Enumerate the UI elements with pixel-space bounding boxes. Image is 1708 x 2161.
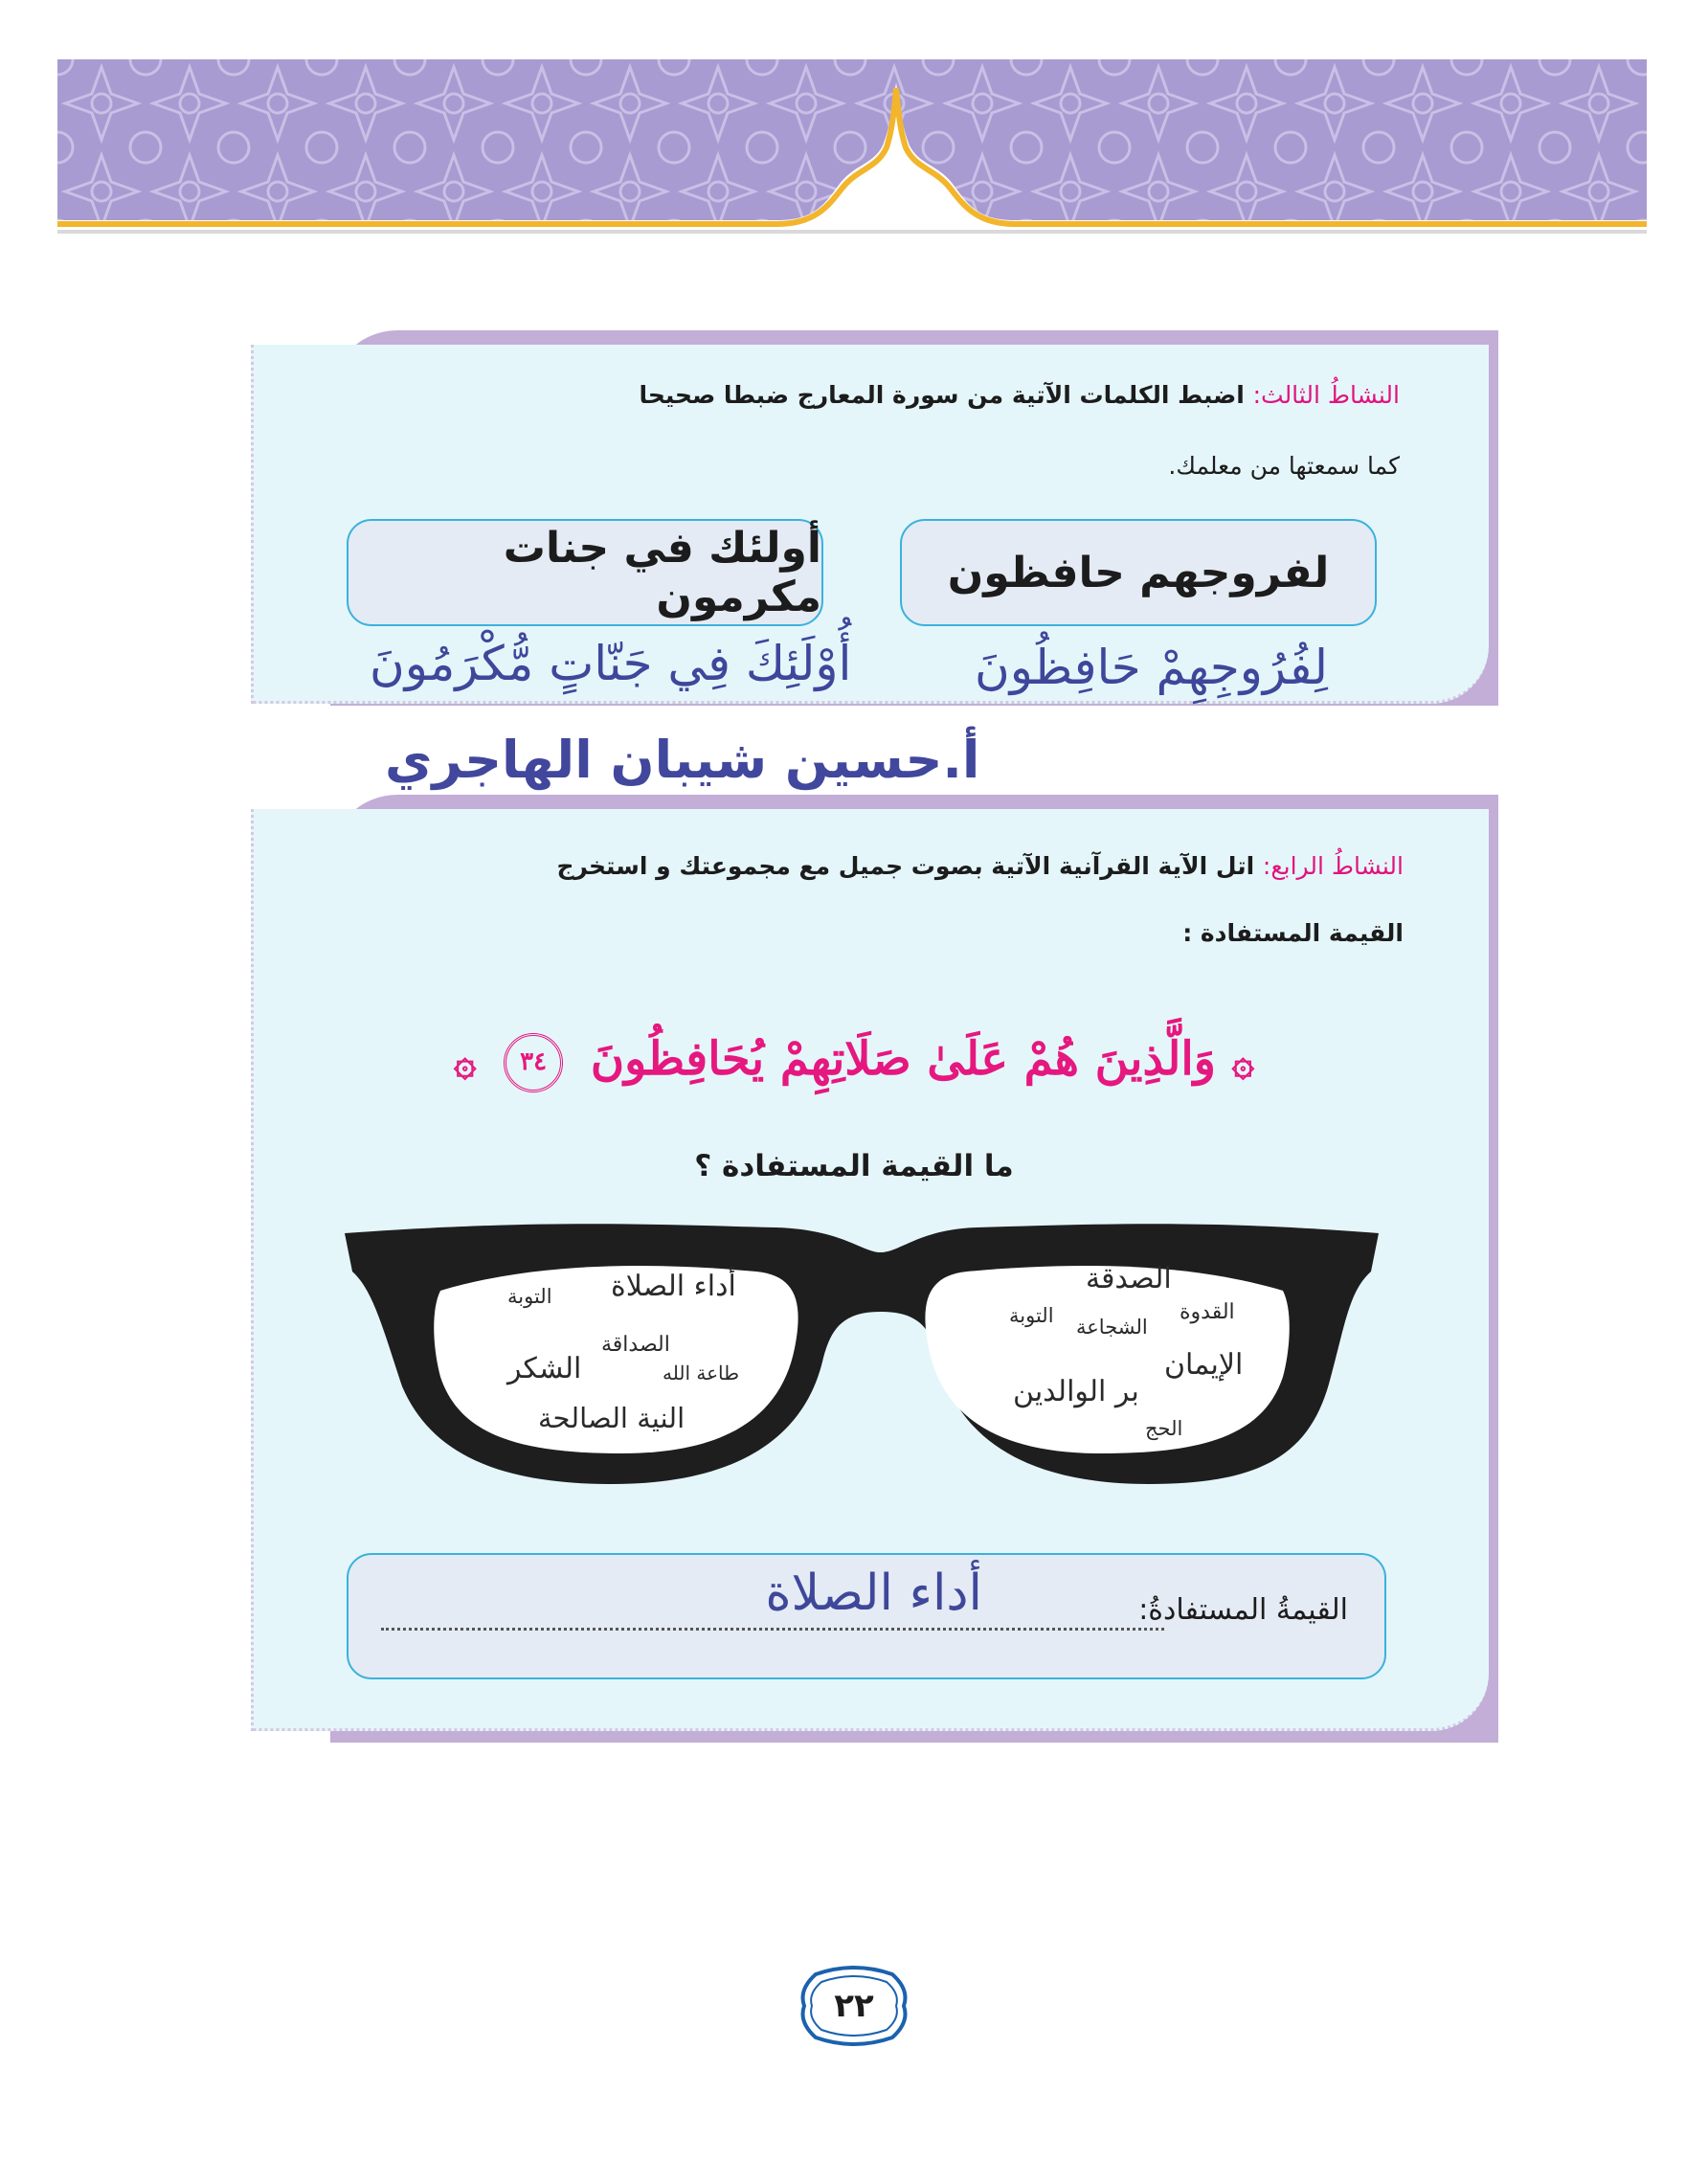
left-lens-word: الصداقة xyxy=(601,1333,670,1357)
left-lens-word: الشكر xyxy=(507,1352,582,1385)
quran-ayah xyxy=(0,1032,1708,1092)
answer-box[interactable] xyxy=(347,1553,1386,1679)
answer-label: القيمةُ المستفادةُ: xyxy=(1138,1593,1348,1627)
right-lens-word: القدوة xyxy=(1180,1300,1235,1324)
handwritten-answer-value: أداء الصلاة xyxy=(765,1564,982,1622)
word-box-1: لفروجهم حافظون xyxy=(900,519,1377,626)
right-lens-word: الشجاعة xyxy=(1076,1316,1148,1339)
left-lens-word: النية الصالحة xyxy=(538,1402,685,1434)
handwritten-answer-1: لِفُرُوجِهِمْ حَافِظُونَ xyxy=(975,640,1328,695)
left-lens-word: التوبة xyxy=(507,1285,552,1308)
right-lens-word: الإيمان xyxy=(1164,1348,1244,1382)
activity4-instruction: النشاطُ الرابع: اتل الآية القرآنية الآتية بصوت جميل مع مجموعتك و استخرج xyxy=(556,852,1404,880)
right-lens-word: الحج xyxy=(1145,1417,1183,1440)
activity4-instruction-line2: القيمة المستفادة : xyxy=(1182,919,1404,947)
author-signature: أ.حسين شيبان الهاجري xyxy=(385,730,980,790)
ayah-ornament-close: ۞ xyxy=(453,1040,477,1085)
activity3-instruction: النشاطُ الثالث: اضبط الكلمات الآتية من سورة المعارج ضبطا صحيحا xyxy=(639,381,1400,409)
right-lens-word: بر الوالدين xyxy=(1013,1375,1139,1408)
ayah-text: وَالَّذِينَ هُمْ عَلَىٰ صَلَاتِهِمْ يُحَافِظُونَ xyxy=(590,1032,1216,1086)
activity3-instruction-line2: كما سمعتها من معلمك. xyxy=(1168,452,1400,480)
page-number-badge xyxy=(797,1965,911,2047)
word-box-2: أولئك في جنات مكرمون xyxy=(347,519,823,626)
activity4-label: النشاطُ الرابع: xyxy=(1262,852,1404,880)
handwritten-answer-2: أُوْلَئِكَ فِي جَنّاتٍ مُّكْرَمُونَ xyxy=(370,636,852,691)
right-lens-word: التوبة xyxy=(1009,1304,1054,1327)
question-text: ما القيمة المستفادة ؟ xyxy=(694,1149,1014,1183)
left-lens-word: أداء الصلاة xyxy=(611,1270,736,1303)
activity3-label: النشاطُ الثالث: xyxy=(1252,381,1400,409)
left-lens-word: طاعة الله xyxy=(663,1362,740,1384)
ayah-ornament-open: ۞ xyxy=(1231,1040,1255,1085)
page-number: ٢٢ xyxy=(834,1987,874,2025)
header-banner xyxy=(57,59,1647,241)
right-lens-word: الصدقة xyxy=(1086,1262,1172,1295)
ayah-number: ٣٤ xyxy=(504,1033,563,1092)
answer-dotted-line xyxy=(381,1628,1164,1631)
